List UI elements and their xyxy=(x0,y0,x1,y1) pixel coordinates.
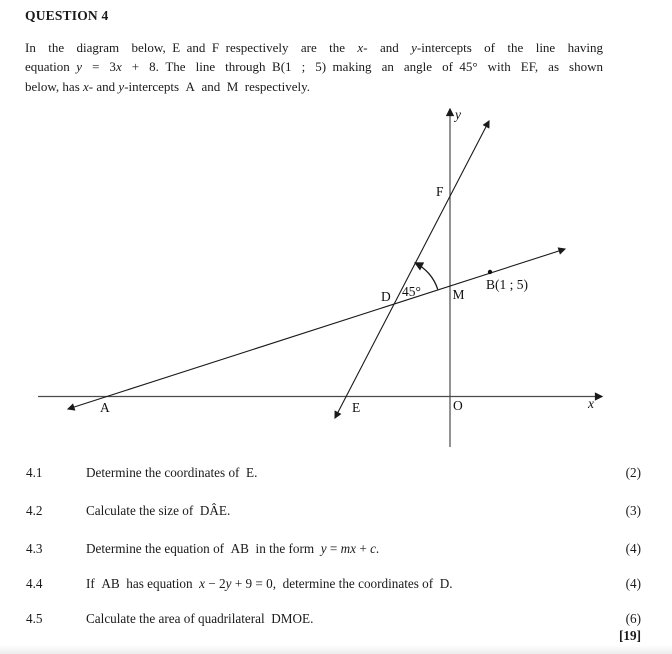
question-text xyxy=(86,540,601,557)
intro-text: below, has xyxy=(25,78,84,94)
question-text-segment: + 9 = 0, determine the coordinates of D. xyxy=(231,576,453,591)
question-number: 4.2 xyxy=(26,503,43,518)
question-row-4-4 xyxy=(26,575,641,592)
question-text-segment: Calculate the size of DÂE. xyxy=(86,503,231,518)
point-label-M: M xyxy=(452,287,465,302)
line-EF xyxy=(335,121,489,418)
intro-line-2 xyxy=(25,57,603,76)
question-number: 4.3 xyxy=(26,541,43,556)
intro-paragraph xyxy=(25,38,603,96)
point-label-B: B(1 ; 5) xyxy=(486,277,528,292)
math-var-c: c xyxy=(370,541,376,556)
angle-label: 45° xyxy=(402,284,421,299)
page-bottom-edge xyxy=(0,645,672,654)
intro-line-3 xyxy=(25,77,603,96)
math-var-x: x xyxy=(115,59,122,75)
origin-label: O xyxy=(453,398,463,413)
question-marks: (4) xyxy=(625,541,641,556)
question-row-4-3 xyxy=(26,540,641,557)
intro-text: - and xyxy=(363,40,412,55)
question-number: 4.1 xyxy=(26,465,43,480)
math-var-y: y xyxy=(76,59,83,75)
y-axis-label: y xyxy=(455,107,461,122)
question-text-segment: . xyxy=(375,541,380,556)
question-marks: (2) xyxy=(625,465,641,480)
math-var-x: x xyxy=(357,40,364,55)
question-number: 4.5 xyxy=(26,611,43,626)
intro-text: = 3 xyxy=(82,59,116,75)
question-text-segment: Determine the coordinates of E. xyxy=(86,465,258,480)
intro-text: -intercepts of the line having xyxy=(416,40,603,55)
sub-questions xyxy=(26,464,641,644)
question-text xyxy=(86,502,601,519)
question-marks: (4) xyxy=(625,576,641,591)
x-axis-label: x xyxy=(588,396,594,411)
question-marks: (6) xyxy=(625,611,641,626)
question-text-segment: − 2 xyxy=(205,576,226,591)
question-title: QUESTION 4 xyxy=(25,8,109,23)
question-text xyxy=(86,575,601,592)
intro-text: - and xyxy=(88,78,119,94)
total-marks: [19] xyxy=(619,628,641,643)
question-text-segment: Determine the equation of AB in the form xyxy=(86,541,321,556)
intro-line-1 xyxy=(25,38,603,57)
point-label-F: F xyxy=(436,184,444,199)
intro-text: In the diagram below, E and F respectively are the xyxy=(25,40,358,55)
math-var-y: y xyxy=(320,541,327,556)
question-text xyxy=(86,464,601,481)
intro-text: -intercepts A and M respectively. xyxy=(124,78,310,94)
question-row-4-5 xyxy=(26,610,641,627)
math-var-mx: mx xyxy=(340,541,357,556)
point-label-A: A xyxy=(100,400,110,415)
math-var-y: y xyxy=(118,78,125,94)
math-var-y: y xyxy=(411,40,417,55)
question-row-4-2 xyxy=(26,502,641,519)
point-B-dot xyxy=(488,270,492,274)
math-var-x: x xyxy=(199,576,206,591)
question-text-segment: + xyxy=(356,541,371,556)
question-marks: (3) xyxy=(625,503,641,518)
point-label-E: E xyxy=(352,400,361,415)
intro-text: equation xyxy=(25,59,77,75)
question-text-segment: If AB has equation xyxy=(86,576,200,591)
coordinate-diagram xyxy=(0,95,672,460)
question-text xyxy=(86,610,601,627)
question-row-4-1 xyxy=(26,464,641,481)
intro-text: + 8. The line through B(1 ; 5) making an angle of 45° with EF, as shown xyxy=(121,59,603,75)
question-text-segment: Calculate the area of quadrilateral DMOE. xyxy=(86,611,314,626)
question-text-segment: = xyxy=(326,541,341,556)
math-var-y: y xyxy=(225,576,232,591)
point-label-D: D xyxy=(381,289,391,304)
math-var-x: x xyxy=(83,78,89,94)
question-number: 4.4 xyxy=(26,576,43,591)
